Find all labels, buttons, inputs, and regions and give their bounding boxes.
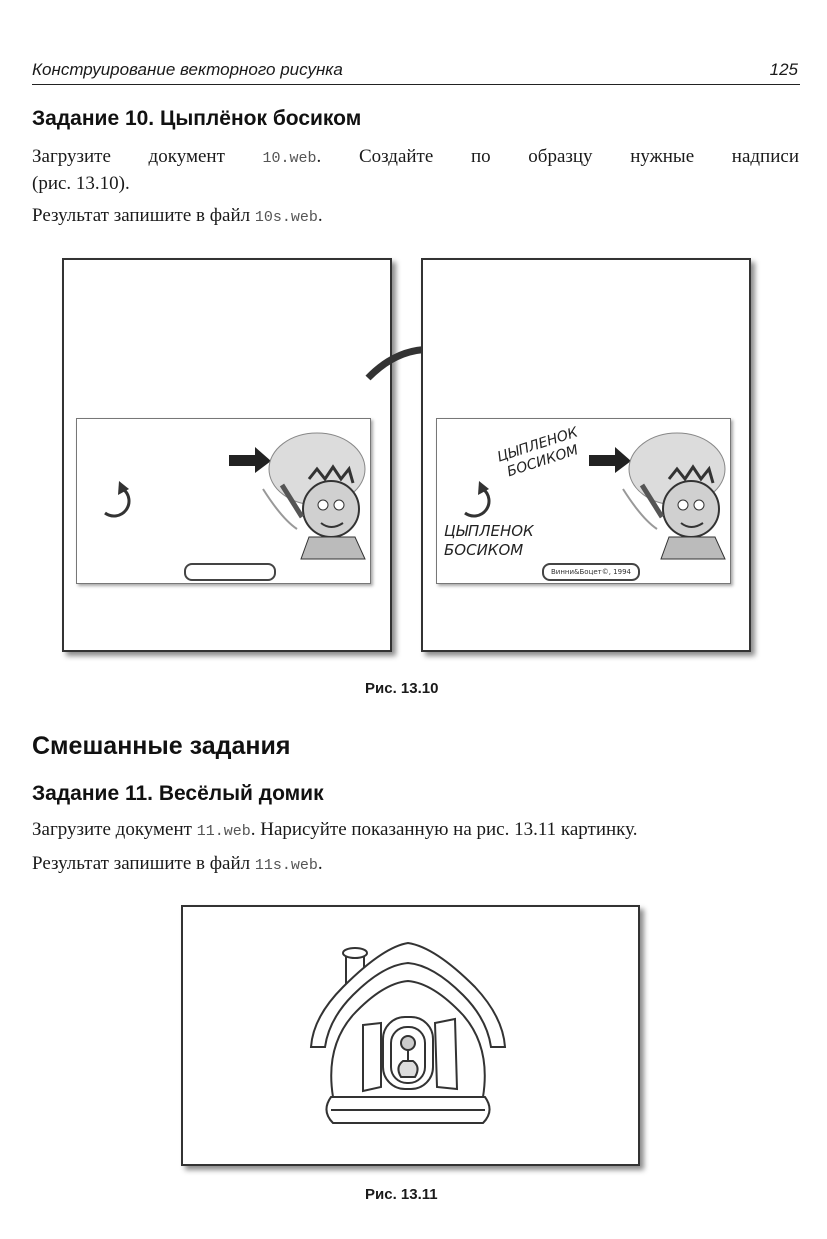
task10-text-cont: . Создайте по образцу нужные надписи	[316, 146, 799, 167]
plain-caption-block	[444, 522, 534, 560]
task10-period: .	[317, 205, 323, 226]
task10-paragraph2	[32, 202, 323, 231]
plain-caption-line2: БОСИКОМ	[444, 541, 524, 559]
rotate-arrow-icon	[105, 489, 129, 516]
house-drawing	[183, 907, 638, 1164]
page-number: 125	[769, 60, 798, 79]
rotate-arrow-icon	[465, 489, 489, 516]
cartoon-face	[663, 481, 719, 537]
task11-result-file: 11s.web	[254, 857, 318, 874]
cartoon-body	[301, 537, 365, 559]
running-title: Конструирование векторного рисунка	[32, 60, 343, 79]
figure-13-11-frame	[181, 905, 640, 1166]
section-heading: Смешанные задания	[32, 732, 291, 760]
flower-vase	[398, 1061, 417, 1077]
chimney-top	[343, 948, 367, 958]
figure-13-10-caption: Рис. 13.10	[365, 680, 439, 697]
task11-period: .	[317, 853, 323, 874]
task11-file-name: 11.web	[196, 823, 251, 840]
task10-heading: Задание 10. Цыплёнок босиком	[32, 107, 362, 130]
right-shutter	[435, 1019, 457, 1089]
task11-paragraph2	[32, 850, 323, 879]
task10-file-name: 10.web	[262, 150, 317, 167]
task11-paragraph1	[32, 816, 802, 845]
task10-paragraph1-line1	[32, 143, 799, 172]
plain-caption-line1: ЦЫПЛЕНОК	[444, 522, 534, 540]
task10-result-text: Результат запишите в файл	[32, 205, 255, 226]
running-header	[32, 58, 800, 85]
cartoon-face	[303, 481, 359, 537]
task11-text: Загрузите документ	[32, 819, 197, 840]
before-card-art	[77, 419, 370, 583]
left-shutter	[363, 1023, 381, 1091]
curved-caption-text: ЦЫПЛЕНОК БОСИКОМ	[495, 424, 581, 481]
task10-text: Загрузите документ	[32, 146, 263, 167]
before-empty-badge	[184, 563, 276, 581]
pointer-arrow-icon	[229, 447, 271, 473]
task11-text-cont: . Нарисуйте показанную на рис. 13.11 картинку.	[250, 819, 638, 840]
task11-heading: Задание 11. Весёлый домик	[32, 782, 324, 805]
task10-result-file: 10s.web	[254, 209, 318, 226]
figure-13-11-caption: Рис. 13.11	[365, 1186, 438, 1203]
flower-icon	[401, 1036, 415, 1050]
figure-13-10-before-card	[76, 418, 371, 584]
after-copyright-badge: Винни&Боцет©, 1994	[542, 563, 640, 581]
task10-paragraph1-line2: (рис. 13.10).	[32, 173, 130, 194]
task11-result-text: Результат запишите в файл	[32, 853, 255, 874]
